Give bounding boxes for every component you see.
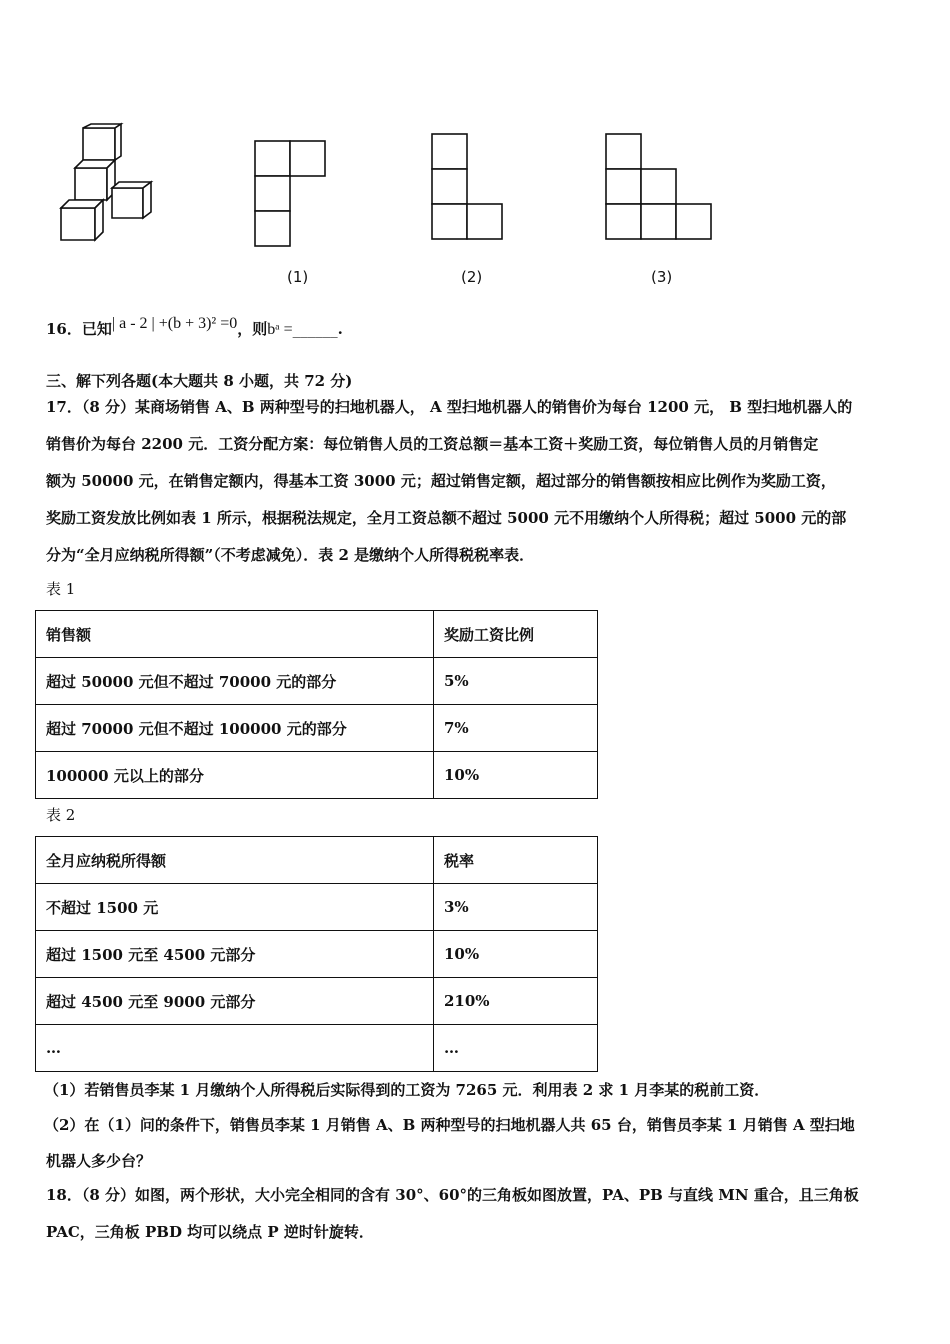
figure-label-2: (2) — [461, 268, 483, 286]
table-header-cell: 税率 — [434, 837, 598, 884]
table-row — [36, 978, 598, 1025]
table-cell: 超过 70000 元但不超过 100000 元的部分 — [36, 705, 434, 752]
figure-label-3: (3) — [651, 268, 673, 286]
table-cell: 不超过 1500 元 — [36, 884, 434, 931]
q18-line-1: 18．（8 分）如图，两个形状，大小完全相同的含有 30°、60°的三角板如图放置，PA、PB 与直线 MN 重合，且三角板 — [46, 1186, 859, 1204]
table-cell: 3% — [434, 884, 598, 931]
q16-blank: ______ — [292, 320, 338, 338]
table-header-cell: 全月应纳税所得额 — [36, 837, 434, 884]
table-cell: … — [434, 1025, 598, 1072]
view-3-figure — [604, 132, 716, 242]
table-2 — [35, 836, 598, 1072]
q16-end: . — [337, 320, 343, 338]
table-cell: 210% — [434, 978, 598, 1025]
q16-number: 16． — [46, 320, 82, 338]
q17-line-4: 奖励工资发放比例如表 1 所示，根据税法规定，全月工资总额不超过 5000 元不用缴纳个人所得税；超过 5000 元的部 — [46, 509, 847, 527]
table-row — [36, 611, 598, 658]
table-cell: 超过 1500 元至 4500 元部分 — [36, 931, 434, 978]
q16-mid: ，则 — [237, 320, 268, 338]
table-cell: 超过 4500 元至 9000 元部分 — [36, 978, 434, 1025]
q16-result: bᵃ = — [267, 321, 293, 338]
view-2-figure — [430, 132, 508, 242]
q18-line-2: PAC，三角板 PBD 均可以绕点 P 逆时针旋转． — [46, 1223, 374, 1241]
q17-line-2: 销售价为每台 2200 元．工资分配方案：每位销售人员的工资总额＝基本工资＋奖励工资，每位销售人员的月销售定 — [46, 435, 819, 453]
q16-expression: | a - 2 | +(b + 3)² =0 — [111, 315, 238, 332]
table-cell: … — [36, 1025, 434, 1072]
question-16 — [46, 315, 343, 339]
q17-line-3: 额为 50000 元，在销售定额内，得基本工资 3000 元；超过销售定额，超过部分的销售额按相应比例作为奖励工资， — [46, 472, 836, 490]
section-3-title: 三、解下列各题(本大题共 8 小题，共 72 分) — [46, 372, 353, 390]
table-cell: 5% — [434, 658, 598, 705]
table-1-caption: 表 1 — [46, 580, 76, 598]
cube-stack-figure — [55, 122, 155, 246]
table-row — [36, 705, 598, 752]
view-1-figure — [253, 139, 329, 249]
table-row — [36, 837, 598, 884]
table-header-cell: 奖励工资比例 — [434, 611, 598, 658]
table-cell: 10% — [434, 752, 598, 799]
table-1 — [35, 610, 598, 799]
table-row — [36, 1025, 598, 1072]
table-row — [36, 931, 598, 978]
table-row — [36, 752, 598, 799]
q17-sub-2-line-1: （2）在（1）问的条件下，销售员李某 1 月销售 A、B 两种型号的扫地机器人共 65 台，销售员李某 1 月销售 A 型扫地 — [44, 1116, 855, 1134]
q17-line-5: 分为“全月应纳税所得额”（不考虑减免）．表 2 是缴纳个人所得税税率表． — [46, 546, 535, 564]
table-row — [36, 658, 598, 705]
q17-sub-1: （1）若销售员李某 1 月缴纳个人所得税后实际得到的工资为 7265 元．利用表 2 求 1 月李某的税前工资． — [44, 1081, 770, 1099]
table-row — [36, 884, 598, 931]
q16-prefix: 已知 — [81, 320, 112, 338]
table-cell: 100000 元以上的部分 — [36, 752, 434, 799]
table-cell: 7% — [434, 705, 598, 752]
table-cell: 超过 50000 元但不超过 70000 元的部分 — [36, 658, 434, 705]
table-cell: 10% — [434, 931, 598, 978]
q17-sub-2-line-2: 机器人多少台？ — [46, 1152, 152, 1170]
figure-label-1: (1) — [287, 268, 309, 286]
q17-line-1: 17．（8 分）某商场销售 A、B 两种型号的扫地机器人， A 型扫地机器人的销售价为每台 1200 元， B 型扫地机器人的 — [46, 398, 853, 416]
table-header-cell: 销售额 — [36, 611, 434, 658]
table-2-caption: 表 2 — [46, 806, 76, 824]
